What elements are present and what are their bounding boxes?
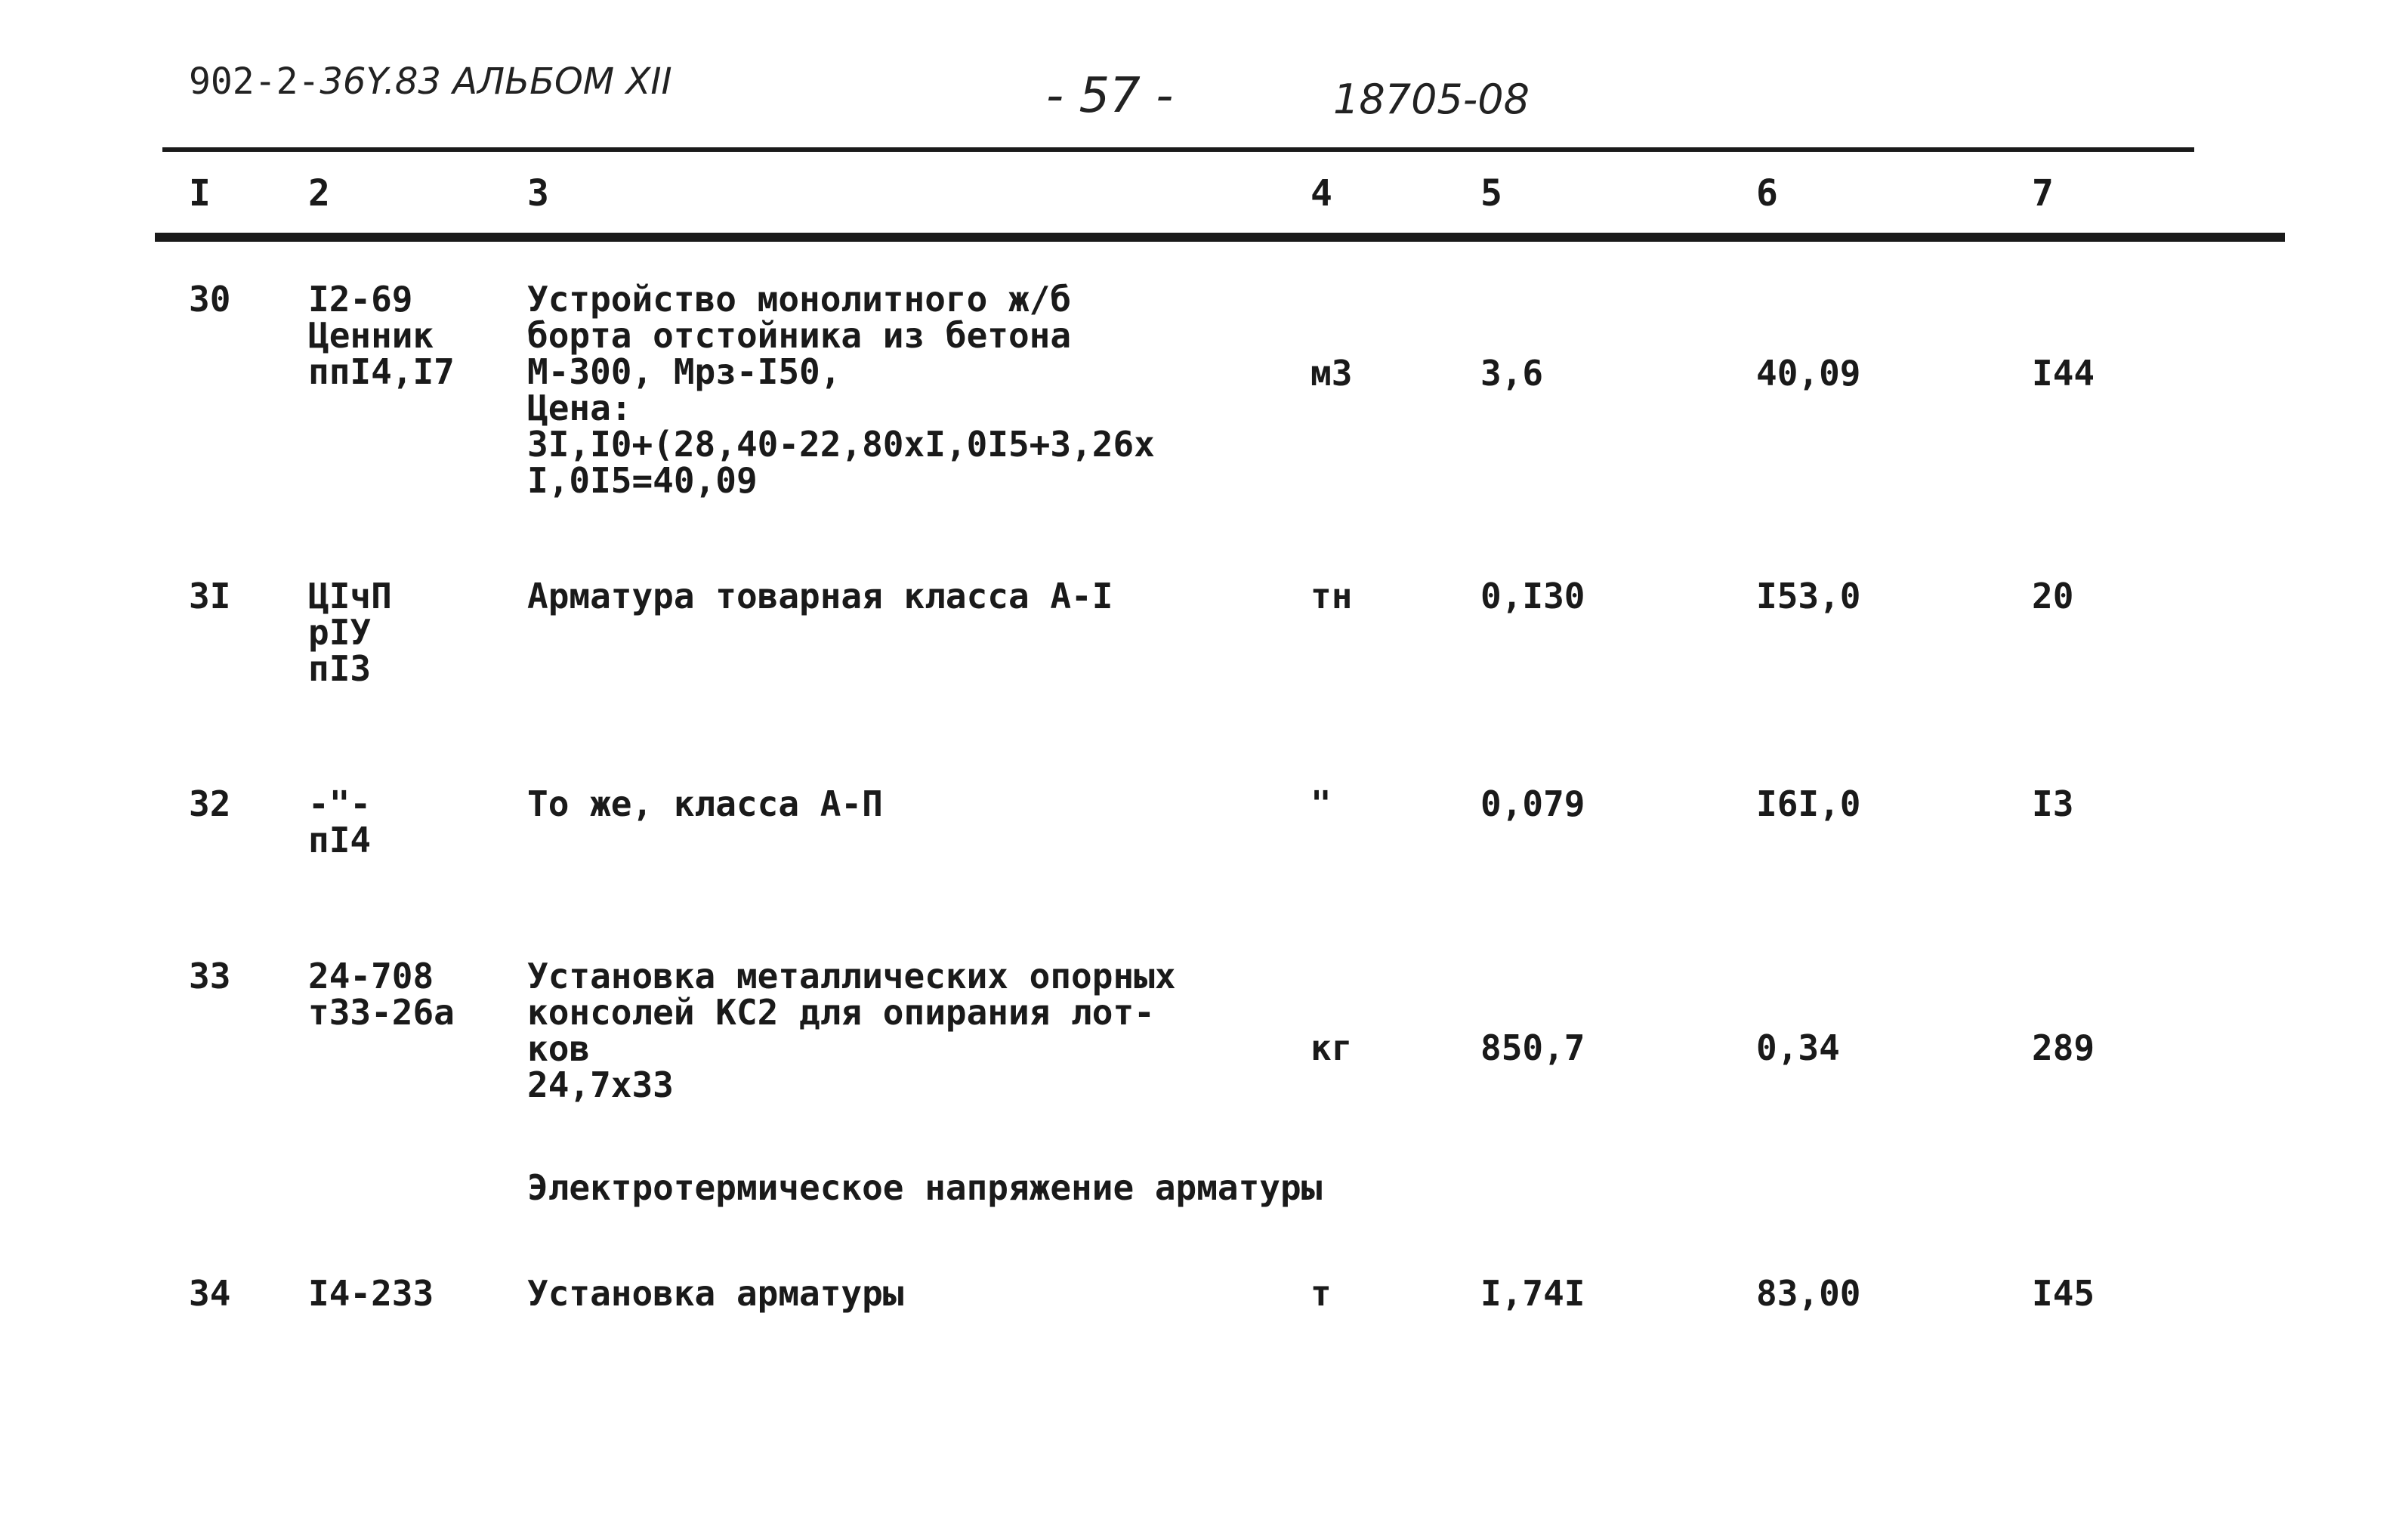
- header-code: [189, 60, 672, 103]
- row-30-total: I44: [2032, 353, 2095, 394]
- row-34-number: 34: [189, 1273, 231, 1314]
- header-album: АЛЬБОМ XII: [452, 60, 672, 103]
- row-31-reference: ЦIчП рIУ пI3: [308, 576, 392, 689]
- doc-number: 18705-08: [1333, 76, 1530, 123]
- row-34-description: Установка арматуры: [527, 1273, 904, 1314]
- column-header-7: 7: [2032, 172, 2054, 215]
- row-32-total: I3: [2032, 783, 2074, 824]
- table-header-rule: [155, 233, 2285, 242]
- row-30-number: 30: [189, 279, 231, 320]
- header-code-typed: 902-2-: [189, 60, 320, 103]
- row-30-quantity: 3,6: [1480, 353, 1544, 394]
- row-32-price: I6I,0: [1756, 783, 1861, 824]
- row-33-unit: кг: [1311, 1027, 1353, 1068]
- row-31-description: Арматура товарная класса А-I: [527, 576, 1113, 616]
- row-33-quantity: 850,7: [1480, 1027, 1585, 1068]
- row-33-reference: 24-708 т33-26а: [308, 956, 455, 1033]
- row-34-total: I45: [2032, 1273, 2095, 1314]
- column-header-6: 6: [1756, 172, 1778, 215]
- row-33-description: Установка металлических опорных консолей КС2 для опирания лот- ков 24,7x33: [527, 956, 1176, 1105]
- column-header-3: 3: [527, 172, 549, 215]
- row-31-quantity: 0,I30: [1480, 576, 1585, 616]
- column-header-1: I: [189, 172, 211, 215]
- page-number: - 57 -: [1046, 68, 1174, 124]
- row-31-unit: тн: [1311, 576, 1353, 616]
- row-30-reference: I2-69 Ценник ппI4,I7: [308, 279, 455, 392]
- row-33-total: 289: [2032, 1027, 2095, 1068]
- section-title: Электротермическое напряжение арматуры: [527, 1167, 1323, 1208]
- row-33-number: 33: [189, 956, 231, 996]
- row-31-number: 3I: [189, 576, 231, 616]
- row-34-reference: I4-233: [308, 1273, 434, 1314]
- row-30-price: 40,09: [1756, 353, 1861, 394]
- row-32-description: То же, класса А-П: [527, 783, 883, 824]
- row-32-reference: -"- пI4: [308, 783, 372, 860]
- row-32-number: 32: [189, 783, 231, 824]
- row-30-unit: м3: [1311, 353, 1353, 394]
- header-code-handwritten: 36Y.83: [320, 60, 441, 103]
- row-31-price: I53,0: [1756, 576, 1861, 616]
- row-30-description: Устройство монолитного ж/б борта отстойника из бетона М-300, Мрз-I50, Цена: 3I,I0+(28,40-22,80xI,0I5+3,26x I,0I5=40,09: [527, 279, 1155, 501]
- row-34-price: 83,00: [1756, 1273, 1861, 1314]
- column-header-4: 4: [1311, 172, 1332, 215]
- table-top-rule: [162, 147, 2194, 152]
- column-header-2: 2: [308, 172, 330, 215]
- row-33-price: 0,34: [1756, 1027, 1840, 1068]
- row-31-total: 20: [2032, 576, 2074, 616]
- row-34-unit: т: [1311, 1273, 1332, 1314]
- row-32-quantity: 0,079: [1480, 783, 1585, 824]
- row-34-quantity: I,74I: [1480, 1273, 1585, 1314]
- row-32-unit: ": [1311, 783, 1332, 824]
- column-header-5: 5: [1480, 172, 1502, 215]
